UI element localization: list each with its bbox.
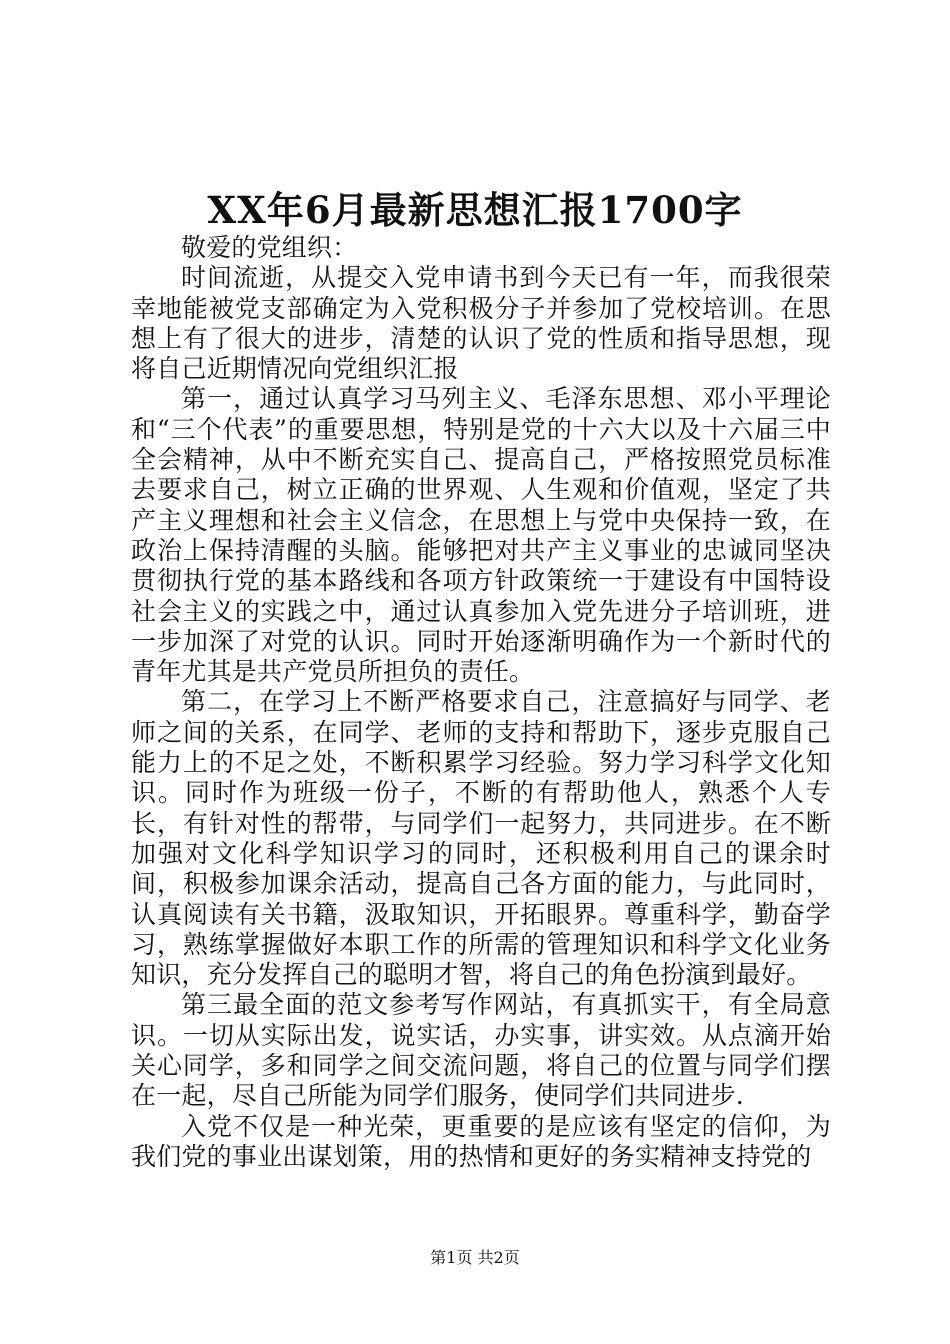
paragraph-intro: 时间流逝，从提交入党申请书到今天已有一年，而我很荣幸地能被党支部确定为入党积极分子并参加了党校培训。在思想上有了很大的进步，清楚的认识了党的性质和指导思想，现将自己近期情况向党组织汇报 [131,263,831,384]
document-body [131,233,831,1172]
salutation: 敬爱的党组织： [181,233,358,262]
paragraph-third: 第三最全面的范文参考写作网站，有真抓实干，有全局意识。一切从实际出发，说实话，办实事，讲实效。从点滴开始关心同学，多和同学之间交流问题，将自己的位置与同学们摆在一起，尽自己所能为同学们服务，使同学们共同进步. [131,990,831,1111]
document-title: XX年6月最新思想汇报1700字 [207,188,743,232]
page-number: 第1页 共2页 [430,1248,520,1267]
paragraph-closing: 入党不仅是一种光荣，更重要的是应该有坚定的信仰，为我们党的事业出谋划策，用的热情和更好的务实精神支持党的 [131,1111,831,1171]
paragraph-first: 第一，通过认真学习马列主义、毛泽东思想、邓小平理论和“三个代表”的重要思想，特别是党的十六大以及十六届三中全会精神，从中不断充实自己、提高自己，严格按照党员标准去要求自己，树立正确的世界观、人生观和价值观，坚定了共产主义理想和社会主义信念，在思想上与党中央保持一致，在政治上保持清醒的头脑。能够把对共产主义事业的忠诚同坚决贯彻执行党的基本路线和各项方针政策统一于建设有中国特设社会主义的实践之中，通过认真参加入党先进分子培训班，进一步加深了对党的认识。同时开始逐渐明确作为一个新时代的青年尤其是共产党员所担负的责任。 [131,384,831,687]
paragraph-second: 第二，在学习上不断严格要求自己，注意搞好与同学、老师之间的关系，在同学、老师的支持和帮助下，逐步克服自己能力上的不足之处，不断积累学习经验。努力学习科学文化知识。同时作为班级一份子，不断的有帮助他人，熟悉个人专长，有针对性的帮带，与同学们一起努力，共同进步。在不断加强对文化科学知识学习的同时，还积极利用自己的课余时间，积极参加课余活动，提高自己各方面的能力，与此同时，认真阅读有关书籍，汲取知识，开拓眼界。尊重科学，勤奋学习，熟练掌握做好本职工作的所需的管理知识和科学文化业务知识，充分发挥自己的聪明才智，将自己的角色扮演到最好。 [131,687,831,990]
